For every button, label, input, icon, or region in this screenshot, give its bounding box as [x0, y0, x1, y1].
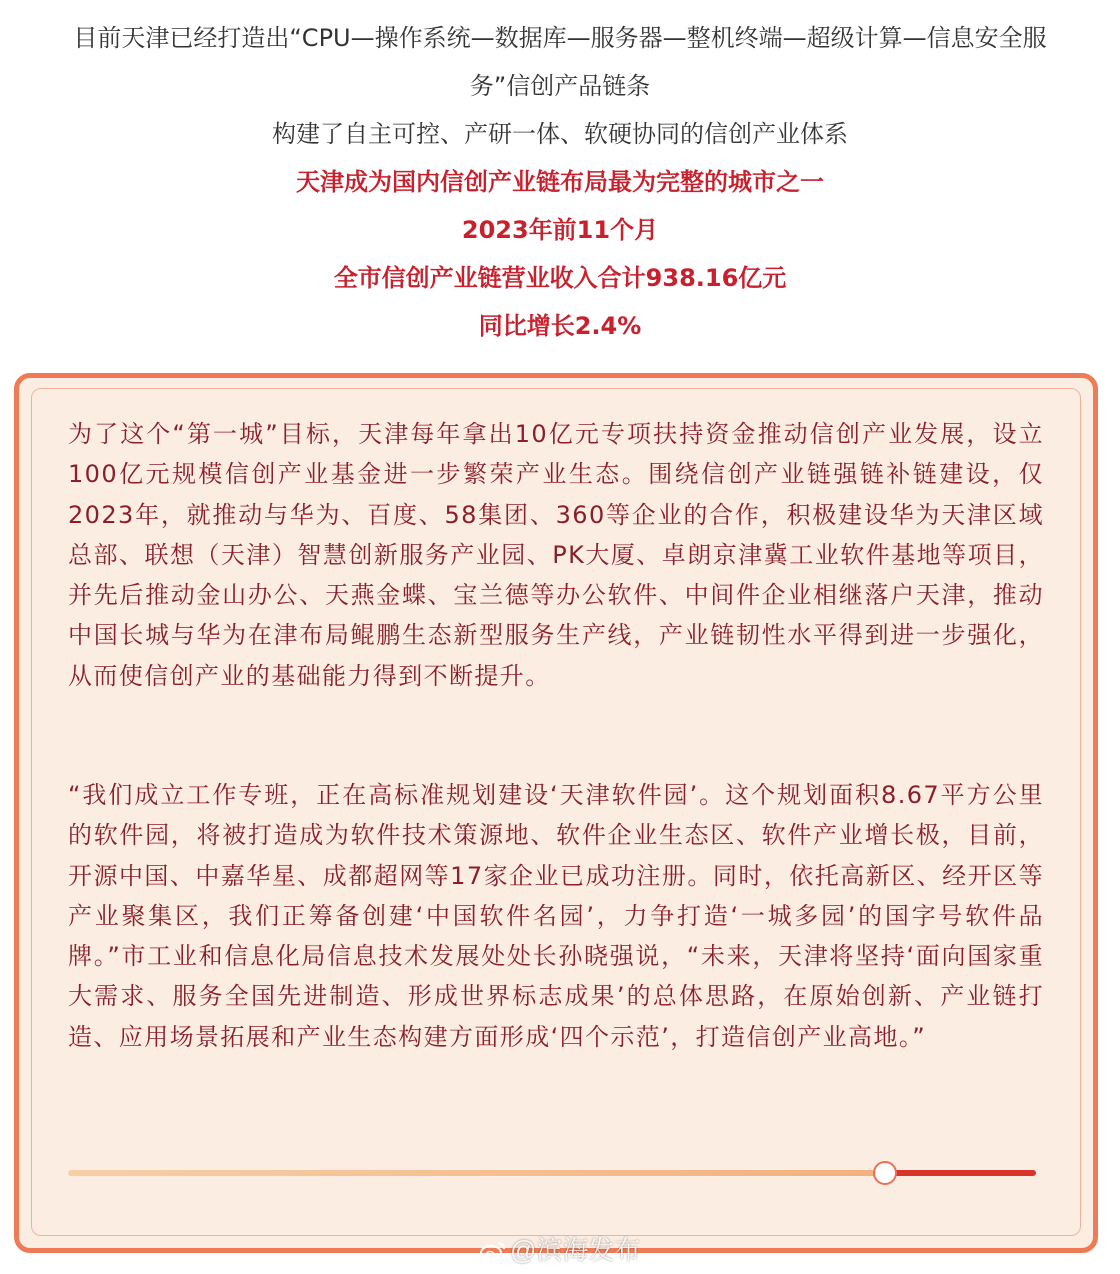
intro-line-2: 务”信创产品链条	[469, 72, 651, 100]
intro-line-1: 目前天津已经打造出“CPU—操作系统—数据库—服务器—整机终端—超级计算—信息安全服	[73, 24, 1047, 52]
intro-section	[0, 14, 1120, 350]
watermark-text: @滨海发布	[510, 1235, 641, 1265]
highlight-complete-chain: 天津成为国内信创产业链布局最为完整的城市之一	[296, 168, 824, 196]
slider-track-remaining[interactable]	[885, 1170, 1036, 1176]
watermark	[480, 1230, 640, 1267]
card-paragraph-2: “我们成立工作专班，正在高标准规划建设‘天津软件园’。这个规划面积8.67平方公里的软件园，将被打造成为软件技术策源地、软件企业生态区、软件产业增长极，目前，开源中国、中嘉华星、成都超网等17家企业已成功注册。同时，依托高新区、经开区等产业聚集区，我们正筹备创建‘中国软件名园’，力争打造‘一城多园’的国字号软件品牌。”市工业和信息化局信息技术发展处处长孙晓强说，“未来，天津将坚持‘面向国家重大需求、服务全国先进制造、形成世界标志成果’的总体思路，在原始创新、产业链打造、应用场景拓展和产业生态构建方面形成‘四个示范’，打造信创产业高地。”	[68, 781, 1044, 1051]
slider-track-filled[interactable]	[68, 1170, 885, 1176]
highlight-growth: 同比增长2.4%	[478, 312, 642, 340]
highlight-revenue: 全市信创产业链营业收入合计938.16亿元	[333, 264, 787, 292]
card-paragraph-1: 为了这个“第一城”目标，天津每年拿出10亿元专项扶持资金推动信创产业发展，设立100亿元规模信创产业基金进一步繁荣产业生态。围绕信创产业链强链补链建设，仅2023年，就推动与华为、百度、58集团、360等企业的合作，积极建设华为天津区域总部、联想（天津）智慧创新服务产业园、PK大厦、卓朗京津冀工业软件基地等项目，并先后推动金山办公、天燕金蝶、宝兰德等办公软件、中间件企业相继落户天津，推动中国长城与华为在津布局鲲鹏生态新型服务生产线，产业链韧性水平得到进一步强化，从而使信创产业的基础能力得到不断提升。	[68, 420, 1044, 690]
highlight-period: 2023年前11个月	[461, 216, 659, 244]
progress-slider[interactable]	[68, 1161, 1036, 1185]
intro-line-3: 构建了自主可控、产研一体、软硬协同的信创产业体系	[272, 120, 848, 148]
slider-handle[interactable]	[873, 1161, 897, 1185]
weibo-icon	[480, 1237, 506, 1257]
